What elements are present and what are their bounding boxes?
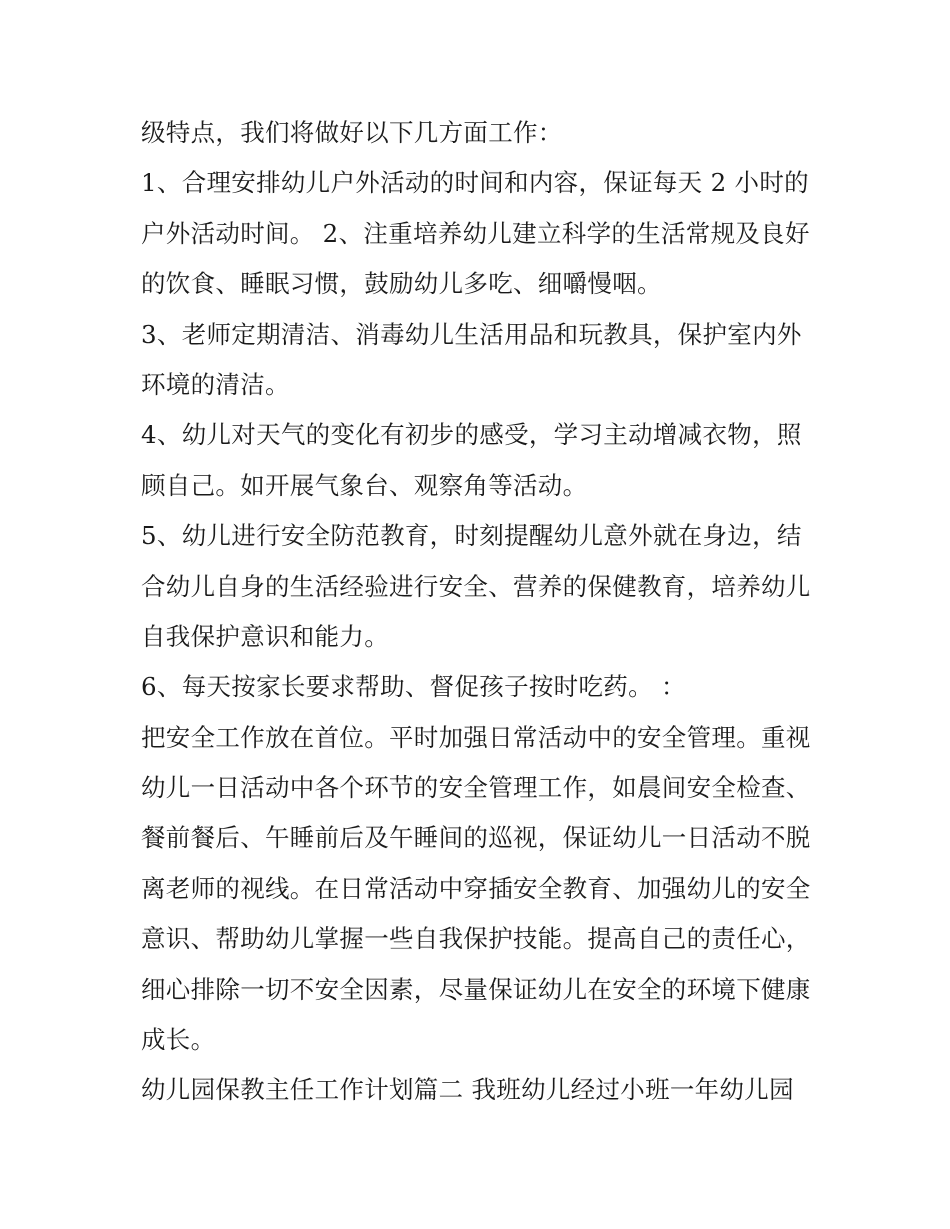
text-line: 合幼儿自身的生活经验进行安全、营养的保健教育，培养幼儿 xyxy=(141,571,811,601)
text-line: 级特点，我们将做好以下几方面工作： xyxy=(141,118,563,147)
document-body xyxy=(141,108,831,1116)
text-line: 成长。 xyxy=(141,1025,216,1055)
text-line: 1、合理安排幼儿户外活动的时间和内容，保证每天 2 小时的 xyxy=(141,168,809,198)
text-line: 细心排除一切不安全因素，尽量保证幼儿在安全的环境下健康 xyxy=(141,974,811,1004)
text-line: 餐前餐后、午睡前后及午睡间的巡视，保证幼儿一日活动不脱 xyxy=(141,823,811,853)
text-line: 5、幼儿进行安全防范教育，时刻提醒幼儿意外就在身边，结 xyxy=(141,521,802,551)
text-line: 幼儿园保教主任工作计划篇二 我班幼儿经过小班一年幼儿园 xyxy=(141,1075,794,1105)
text-line: 离老师的视线。在日常活动中穿插安全教育、加强幼儿的安全 xyxy=(141,873,811,903)
text-line: 顾自己。如开展气象台、观察角等活动。 xyxy=(141,470,588,500)
text-line: 户外活动时间。 2、注重培养幼儿建立科学的生活常规及良好 xyxy=(141,218,810,248)
text-line: 4、幼儿对天气的变化有初步的感受，学习主动增减衣物，照 xyxy=(141,420,802,450)
text-line: 6、每天按家长要求帮助、督促孩子按时吃药。 ： xyxy=(141,672,686,702)
text-line: 把安全工作放在首位。平时加强日常活动中的安全管理。重视 xyxy=(141,722,811,752)
text-line: 幼儿一日活动中各个环节的安全管理工作，如晨间安全检查、 xyxy=(141,773,811,803)
text-line: 自我保护意识和能力。 xyxy=(141,621,389,651)
text-line: 的饮食、睡眠习惯，鼓励幼儿多吃、细嚼慢咽。 xyxy=(141,269,662,299)
text-line: 3、老师定期清洁、消毒幼儿生活用品和玩教具，保护室内外 xyxy=(141,319,802,349)
text-line: 环境的清洁。 xyxy=(141,369,290,399)
text-line: 意识、帮助幼儿掌握一些自我保护技能。提高自己的责任心， xyxy=(141,924,811,954)
